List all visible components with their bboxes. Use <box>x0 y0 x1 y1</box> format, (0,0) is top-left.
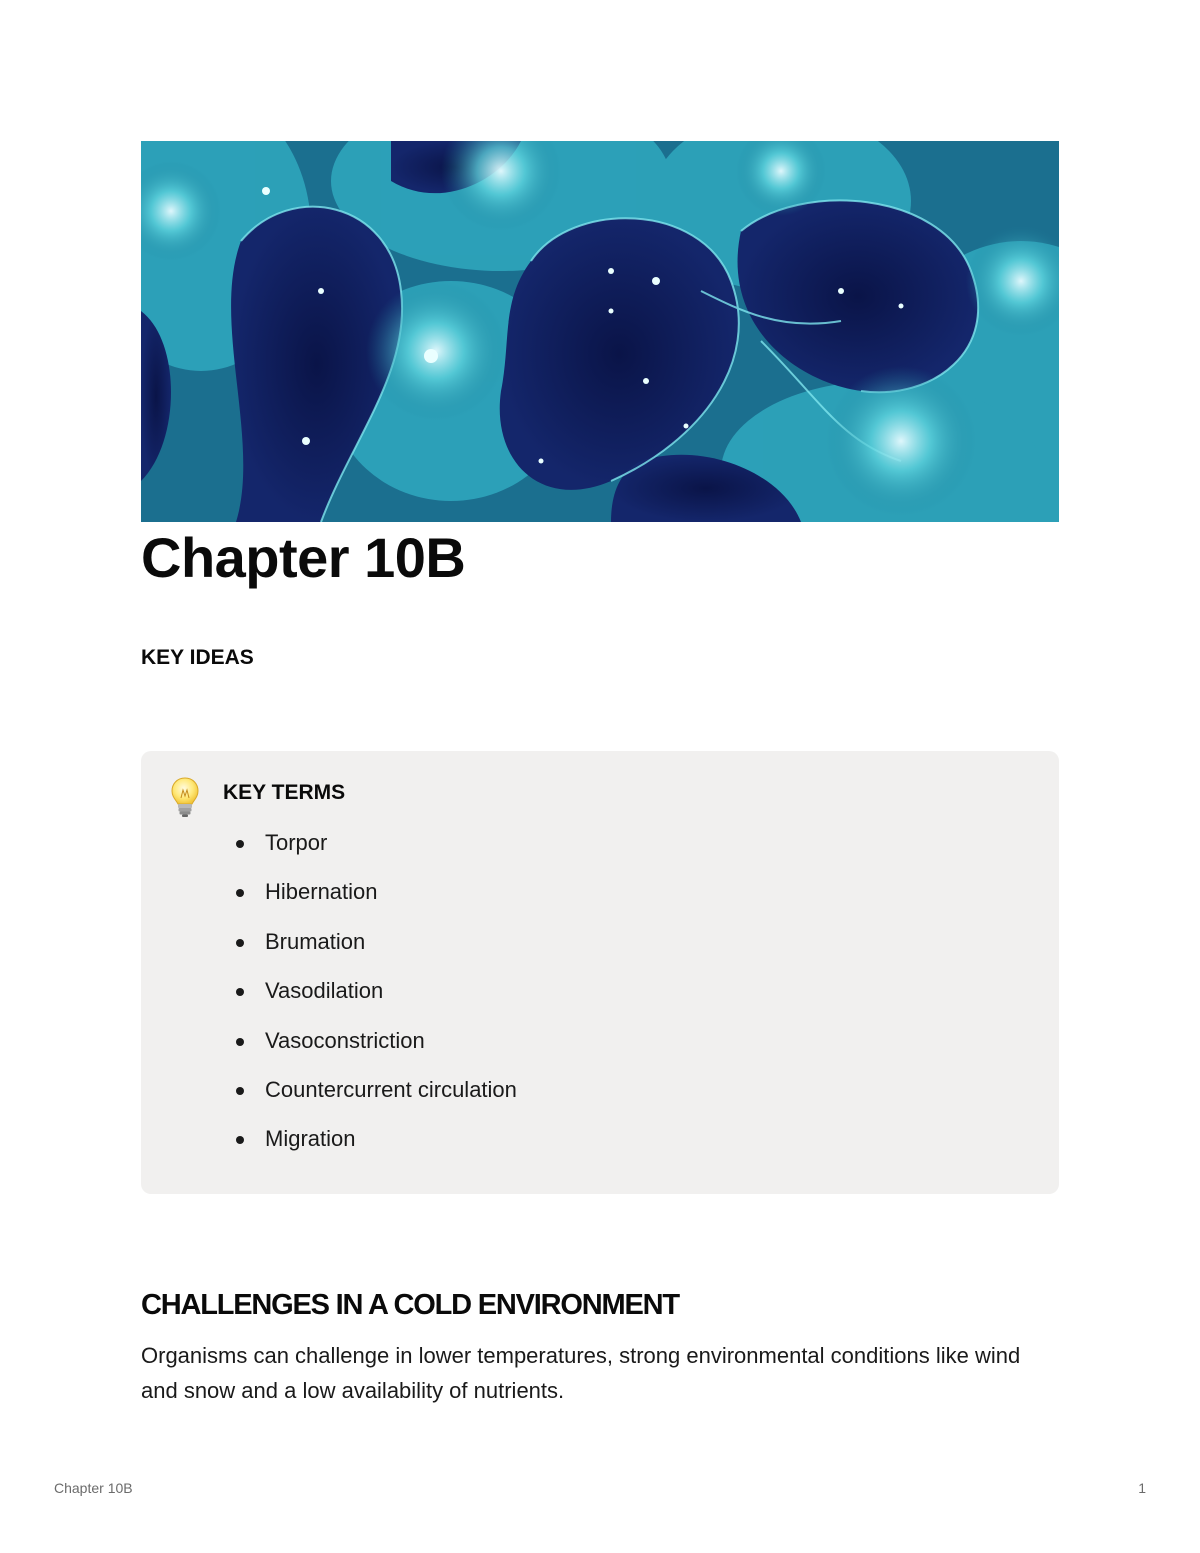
footer-document-name: Chapter 10B <box>54 1480 133 1496</box>
term-label: Hibernation <box>265 879 378 905</box>
term-label: Vasodilation <box>265 978 384 1004</box>
key-terms-heading: KEY TERMS <box>223 781 346 804</box>
cover-image <box>141 141 1059 522</box>
list-item <box>223 1025 517 1074</box>
cell-micrograph-illustration <box>141 141 1059 522</box>
list-item <box>223 975 517 1024</box>
term-label: Vasoconstriction <box>265 1027 425 1053</box>
footer-page-number: 1 <box>1138 1480 1146 1496</box>
bullet-icon <box>236 1038 244 1046</box>
list-item <box>223 827 517 876</box>
list-item <box>223 1074 517 1123</box>
term-label: Migration <box>265 1126 356 1152</box>
key-ideas-heading: KEY IDEAS <box>141 646 254 669</box>
term-label: Countercurrent circulation <box>265 1076 517 1102</box>
bullet-icon <box>236 988 244 996</box>
bullet-icon <box>236 840 244 848</box>
section-heading: CHALLENGES IN A COLD ENVIRONMENT <box>141 1289 679 1321</box>
list-item <box>223 1123 517 1172</box>
lightbulb-icon <box>170 776 200 818</box>
bullet-icon <box>236 939 244 947</box>
bullet-icon <box>236 1087 244 1095</box>
term-label: Torpor <box>265 830 328 855</box>
page-title: Chapter 10B <box>141 526 466 589</box>
section-paragraph: Organisms can challenge in lower temperatures, strong environmental conditions like wind and snow and a low availability of nutrients. <box>141 1343 1021 1403</box>
bullet-icon <box>236 1136 244 1144</box>
term-label: Brumation <box>265 928 366 954</box>
key-terms-list <box>223 827 517 1173</box>
bullet-icon <box>236 889 244 897</box>
list-item <box>223 876 517 925</box>
key-terms-callout <box>141 751 1059 1194</box>
list-item <box>223 926 517 975</box>
